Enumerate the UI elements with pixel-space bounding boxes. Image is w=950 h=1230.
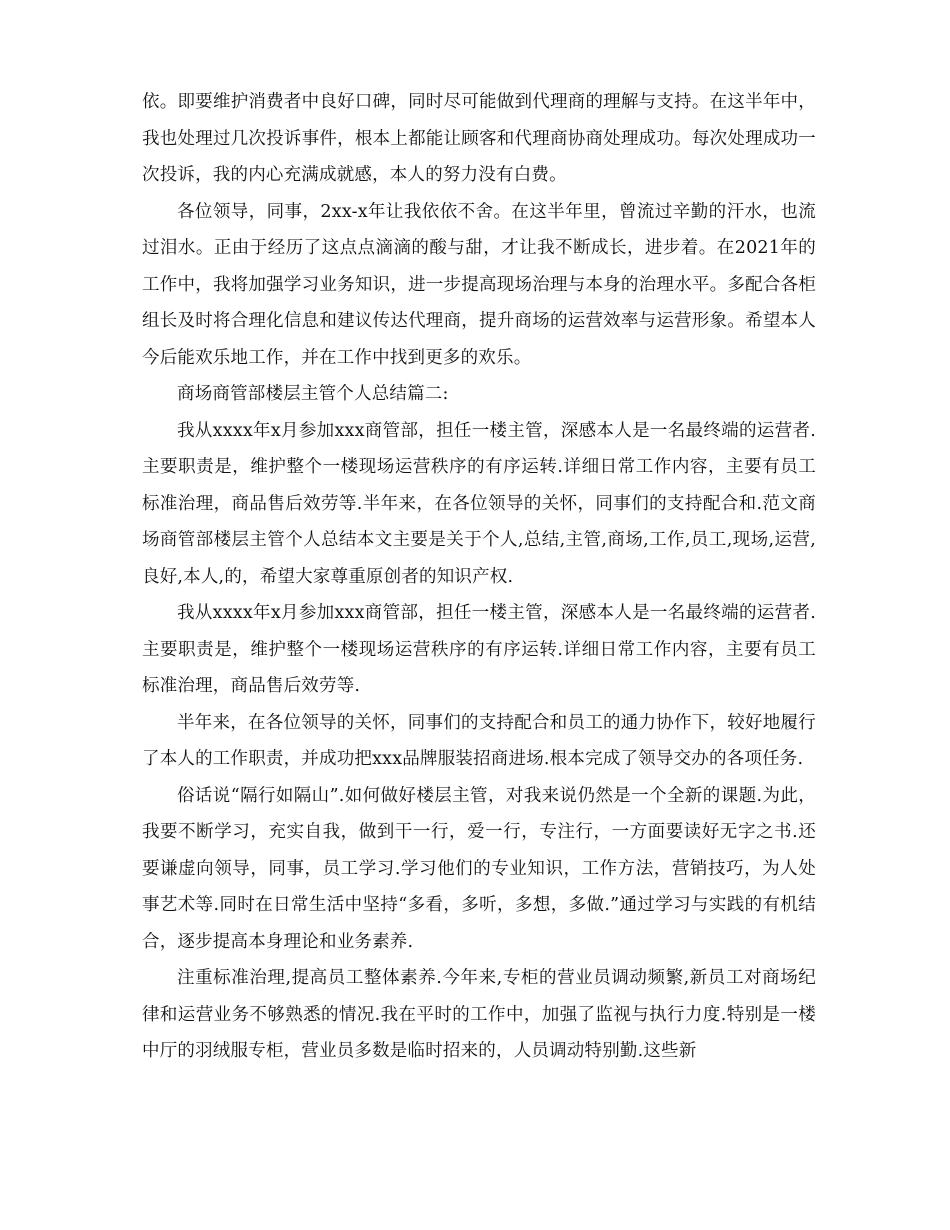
document-body	[142, 84, 816, 1070]
paragraph-2: 各位领导，同事，2xx-x年让我依依不舍。在这半年里，曾流过辛勤的汗水，也流过泪水。正由于经历了这点点滴滴的酸与甜，才让我不断成长，进步着。在2021年的工作中，我将加强学习业务知识，进一步提高现场治理与本身的治理水平。多配合各柜组长及时将合理化信息和建议传达代理商，提升商场的运营效率与运营形象。希望本人今后能欢乐地工作，并在工作中找到更多的欢乐。	[142, 201, 816, 368]
paragraph-6: 俗话说“隔行如隔山”.如何做好楼层主管，对我来说仍然是一个全新的课题.为此，我要不断学习，充实自我，做到干一行，爱一行，专注行，一方面要读好无字之书.还要谦虚向领导，同事，员工学习.学习他们的专业知识，工作方法，营销技巧，为人处事艺术等.同时在日常生活中坚持“多看，多听，多想，多做.”通过学习与实践的有机结合，逐步提高本身理论和业务素养.	[142, 785, 816, 952]
paragraph-5: 半年来，在各位领导的关怀，同事们的支持配合和员工的通力协作下，较好地履行了本人的工作职责，并成功把xxx品牌服装招商进场.根本完成了领导交办的各项任务.	[142, 712, 816, 769]
paragraph-1: 依。即要维护消费者中良好口碑，同时尽可能做到代理商的理解与支持。在这半年中，我也处理过几次投诉事件，根本上都能让顾客和代理商协商处理成功。每次处理成功一次投诉，我的内心充满成就感，本人的努力没有白费。	[142, 92, 816, 185]
section-heading: 商场商管部楼层主管个人总结篇二:	[177, 384, 449, 404]
paragraph-3: 我从xxxx年x月参加xxx商管部，担任一楼主管，深感本人是一名最终端的运营者.主要职责是，维护整个一楼现场运营秩序的有序运转.详细日常工作内容，主要有员工标准治理，商品售后效劳等.半年来，在各位领导的关怀，同事们的支持配合和.范文商场商管部楼层主管个人总结本文主要是关于个人,总结,主管,商场,工作,员工,现场,运营,良好,本人,的，希望大家尊重原创者的知识产权.	[142, 420, 816, 587]
paragraph-7: 注重标准治理,提高员工整体素养.今年来,专柜的营业员调动频繁,新员工对商场纪律和运营业务不够熟悉的情况.我在平时的工作中，加强了监视与执行力度.特别是一楼中厅的羽绒服专柜，营业员多数是临时招来的，人员调动特别勤.这些新	[142, 968, 816, 1061]
paragraph-4: 我从xxxx年x月参加xxx商管部，担任一楼主管，深感本人是一名最终端的运营者.主要职责是，维护整个一楼现场运营秩序的有序运转.详细日常工作内容，主要有员工标准治理，商品售后效劳等.	[142, 603, 816, 696]
